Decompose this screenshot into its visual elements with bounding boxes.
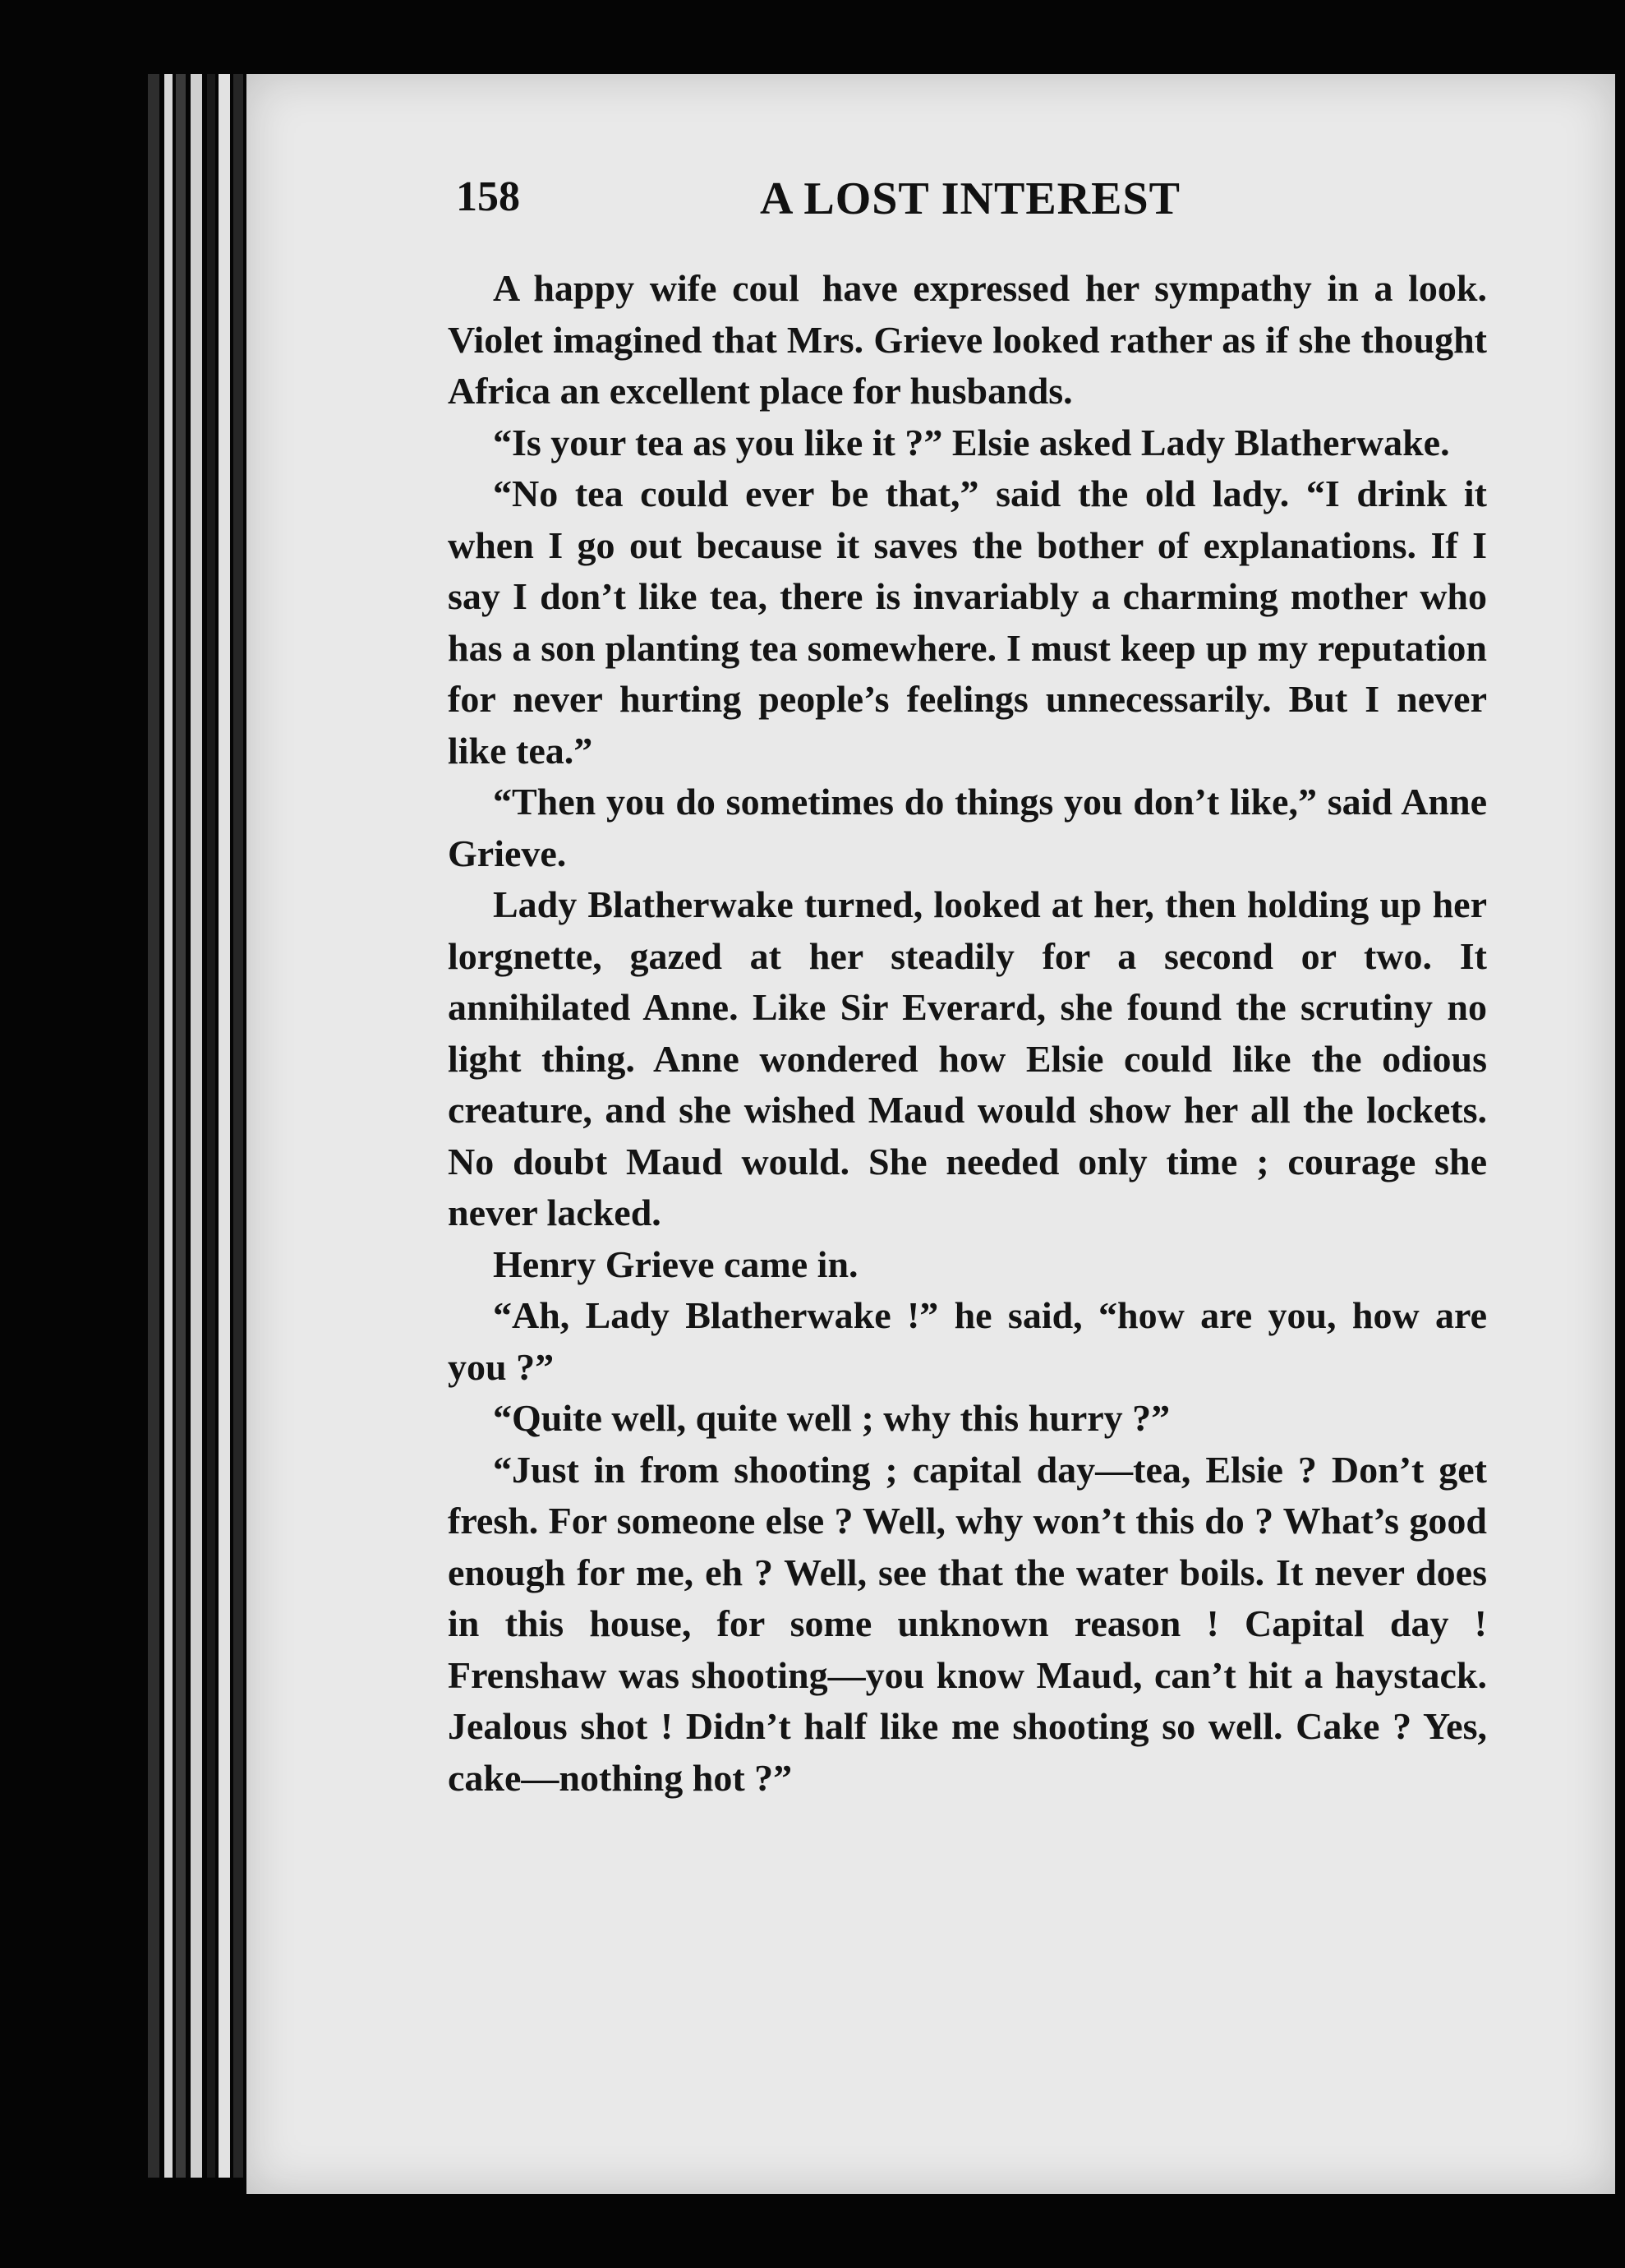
page-edge <box>176 74 186 2178</box>
paragraph: “Ah, Lady Blatherwake !” he said, “how are you, how are you ?” <box>448 1294 1487 1388</box>
page-edge <box>219 74 230 2178</box>
paragraph: “Is your tea as you like it ?” Elsie asked Lady Blatherwake. <box>493 421 1450 463</box>
page-edge <box>207 74 215 2178</box>
page-edge <box>148 74 159 2178</box>
page-edge <box>191 74 202 2178</box>
paragraph: “Just in from shooting ; capital day—tea, Elsie ? Don’t get fresh. For someone else ? Well, why won’t this do ? What’s good enough for me, eh ? Well, see that the water boils. It never does in this house, for some unknown reason ! Capital day ! Frenshaw was shooting—you know Maud, can’t hit a haystack. Jealous shot ! Didn’t half like me shooting so well. Cake ? Yes, cake—nothing hot ?” <box>448 1448 1487 1799</box>
paragraph: A happy wife coul have expressed her sympathy in a look. Violet imagined that Mrs. Grieve looked rather as if she thought Africa an excellent place for husbands. <box>448 267 1487 412</box>
running-head: A LOST INTEREST <box>760 173 1181 224</box>
page-number: 158 <box>456 173 520 220</box>
paragraph: “Then you do sometimes do things you don’t like,” said Anne Grieve. <box>448 781 1487 874</box>
book-page <box>246 74 1615 2194</box>
paragraph: Lady Blatherwake turned, looked at her, then holding up her lorgnette, gazed at her steadily for a second or two. It annihilated Anne. Like Sir Everard, she found the scrutiny no light thing. Anne wondered how Elsie could like the odious creature, and she wished Maud would show her all the lockets. No doubt Maud would. She needed only time ; courage she never lacked. <box>448 883 1487 1233</box>
page-edge <box>233 74 243 2178</box>
paragraph: “No tea could ever be that,” said the old lady. “I drink it when I go out because it saves the bother of explanations. If I say I don’t like tea, there is invariably a charming mother who has a son planting tea somewhere. I must keep up my reputation for never hurting people’s feelings unnecessarily. But I never like tea.” <box>448 472 1487 772</box>
page-header <box>456 173 1483 247</box>
paragraph: “Quite well, quite well ; why this hurry ?” <box>493 1397 1171 1439</box>
paragraph: Henry Grieve came in. <box>493 1242 859 1285</box>
body-text <box>448 263 1487 1804</box>
page-edge <box>164 74 173 2178</box>
